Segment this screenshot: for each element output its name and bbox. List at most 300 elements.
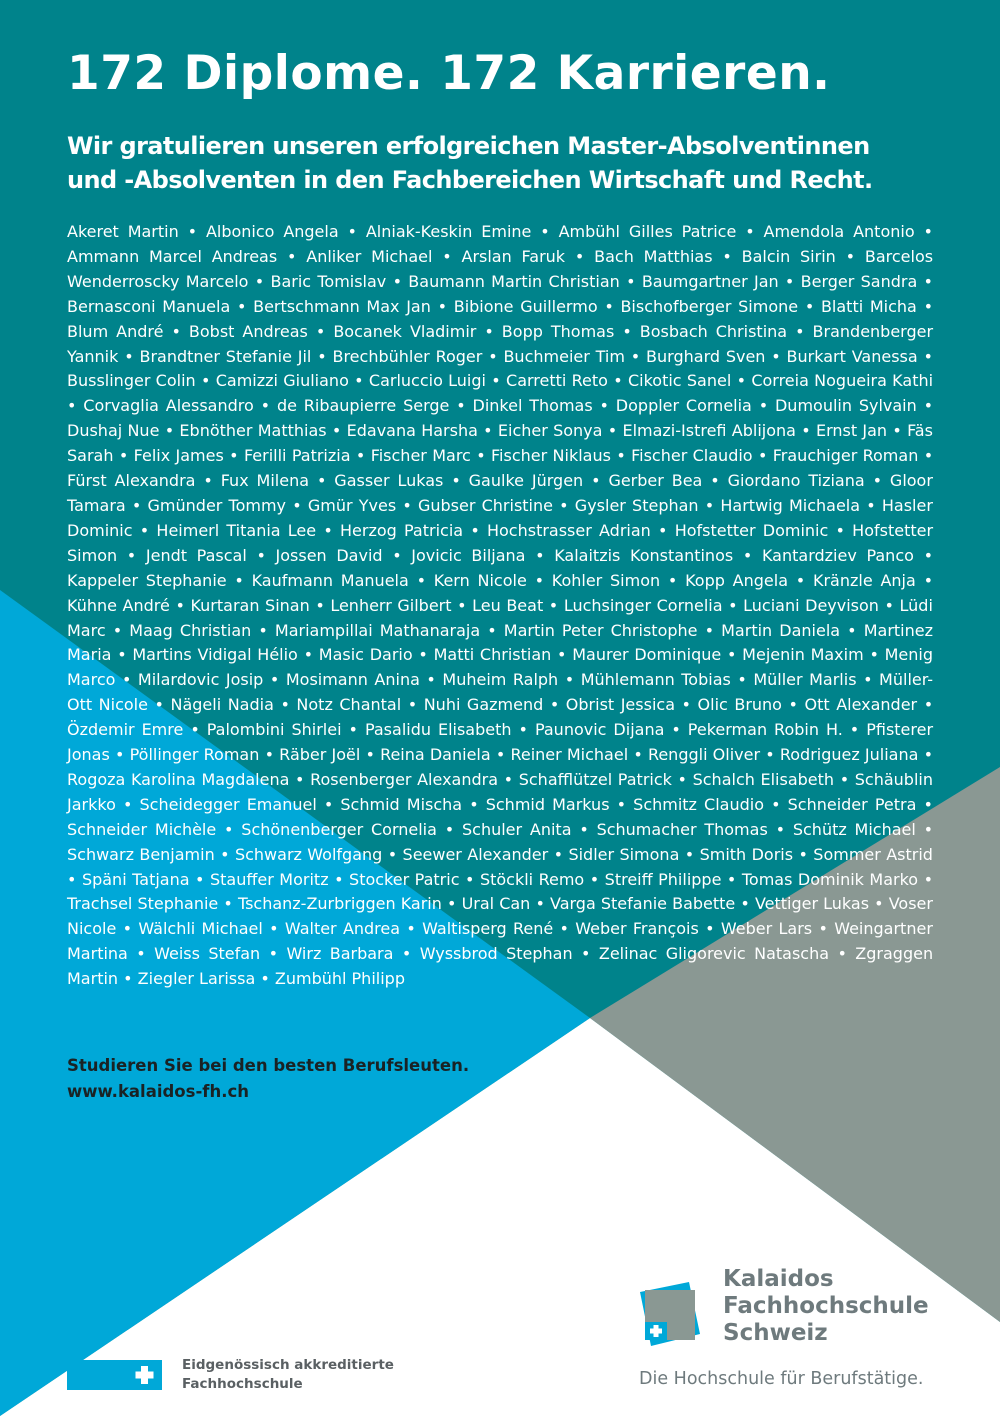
name-separator: • [607,421,618,441]
graduate-name: Müller Marlis [753,670,857,690]
name-separator: • [818,919,828,939]
graduate-name: Ziegler Larissa [137,969,256,989]
name-separator: • [923,271,933,291]
graduate-name: Fischer Claudio [631,446,753,466]
name-separator: • [839,769,850,789]
logo-tagline: Die Hochschule für Berufstätige. [639,1369,924,1389]
graduate-name: Kohler Simon [551,570,661,590]
graduate-name: Alniak-Keskin Emine [365,222,532,241]
graduate-name: Luchsinger Cornelia [563,595,723,615]
name-separator: • [229,446,239,466]
graduate-name: Martins Vidigal Hélio [132,645,298,665]
name-separator: • [465,869,475,889]
graduate-name: Fux Milena [220,471,310,491]
name-separator: • [220,844,230,864]
name-separator: • [923,545,933,565]
name-separator: • [190,720,200,740]
graduate-name: Kantardziev Panco [761,545,914,565]
name-separator: • [495,745,506,765]
graduate-name: Tschanz-Zurbriggen Karin [237,894,442,914]
kalaidos-logo [630,1266,970,1396]
name-separator: • [745,222,755,241]
name-separator: • [548,595,559,615]
name-separator: • [599,396,609,416]
name-separator: • [315,321,326,341]
graduate-name: Bach Matthias [594,246,713,266]
name-separator: • [923,346,933,366]
accreditation-text [182,1356,394,1394]
name-separator: • [684,844,695,864]
name-separator: • [737,670,747,690]
graduate-name: Baumann Martin Christian [408,271,620,291]
subheadline-line-1: Wir gratulieren unseren erfolgreichen Master-Absolventinnen [67,132,870,160]
name-separator: • [616,794,627,814]
name-separator: • [476,446,486,466]
name-separator: • [740,894,750,914]
graduate-name: Menig Marco [67,645,934,690]
graduate-name: Bosbach Christina [639,321,788,341]
name-separator: • [122,794,133,814]
name-separator: • [589,869,600,889]
graduate-name: Balcin Sirin [741,246,836,266]
graduate-name: Zgraggen Martin [67,944,934,989]
graduate-name: Tomas Dominik Marko [741,869,919,889]
graduate-name: Schütz Michael [792,819,916,839]
name-separator: • [347,222,357,241]
graduate-name: Schwarz Wolfgang [234,844,383,864]
graduate-name: Cikotic Sanel [627,371,732,391]
name-separator: • [287,246,297,266]
name-separator: • [613,371,623,391]
graduate-name: Rodriguez Juliana [779,745,919,765]
name-separator: • [630,346,641,366]
swiss-cross-icon [127,1360,167,1390]
name-separator: • [469,794,479,814]
name-separator: • [863,670,873,690]
name-separator: • [923,296,934,316]
graduate-name: Mejenin Maxim [742,645,864,665]
graduate-name: Bibione Guillermo [453,296,598,316]
name-separator: • [171,321,181,341]
graduate-name: Vettiger Lukas [754,894,870,914]
graduate-name: de Ribaupierre Serge [276,396,450,416]
name-separator: • [224,819,234,839]
graduate-name: Wyssbrod Stephan [419,944,573,964]
graduate-name: Ambühl Gilles Patrice [558,222,737,241]
name-separator: • [626,271,636,291]
headline: 172 Diplome. 172 Karrieren. [67,46,831,101]
name-separator: • [604,296,614,316]
name-separator: • [795,321,805,341]
graduate-name: Burghard Sven [646,346,766,366]
graduate-name: Kurtaran Sinan [190,595,310,615]
accreditation-line-1: Eidgenössisch akkreditierte [182,1357,394,1373]
graduate-name: Brandtner Stefanie Jil [139,346,312,366]
name-separator: • [710,471,720,491]
name-separator: • [742,545,753,565]
graduate-name: Reina Daniela [380,745,491,765]
name-separator: • [788,695,798,715]
graduate-name: Schneider Petra [787,794,917,814]
graduate-name: Martin Peter Christophe [503,620,698,640]
graduate-name: Schmid Markus [485,794,610,814]
graduate-name: Gloor Tamara [67,471,933,515]
name-separator: • [681,695,691,715]
graduate-name: Pfisterer Jonas [67,720,934,765]
name-separator: • [704,495,715,515]
name-separator: • [223,894,233,914]
graduate-name: Brandenberger Yannik [67,321,934,366]
graduate-name: Eicher Sonya [497,421,603,441]
name-separator: • [136,944,146,964]
graduate-name: Correia Nogueira Kathi [751,371,934,391]
name-separator: • [483,421,493,441]
logo-wordmark [723,1266,929,1347]
name-separator: • [236,296,247,316]
name-separator: • [164,421,175,441]
graduate-name: Carretti Reto [506,371,608,391]
accreditation-line-2: Fachhochschule [182,1376,303,1392]
name-separator: • [154,695,164,715]
name-separator: • [726,645,737,665]
name-separator: • [260,969,270,989]
name-separator: • [553,844,564,864]
name-separator: • [804,296,815,316]
graduate-name: Stocker Patric [349,869,460,889]
graduate-name: Baric Tomislav [270,271,387,291]
graduate-name: Mühlemann Tobias [580,670,731,690]
graduate-name: Voser Nicole [67,894,933,939]
graduate-name: Fäs Sarah [67,421,933,466]
name-separator: • [457,595,467,615]
graduate-name: Buchmeier Tim [503,346,625,366]
graduate-name: Felix James [133,446,224,466]
name-separator: • [671,720,681,740]
name-separator: • [407,695,418,715]
name-separator: • [540,222,550,241]
graduate-name: Ernst Jan [815,421,888,441]
name-separator: • [845,246,856,266]
graduate-name: Özdemir Emre [67,720,184,740]
name-separator: • [354,371,364,391]
graduate-name: Bobst Andreas [188,321,308,341]
name-separator: • [442,246,452,266]
name-separator: • [200,371,211,391]
name-separator: • [416,570,426,590]
graduate-name-list [67,220,933,992]
name-separator: • [923,396,934,416]
name-separator: • [126,545,137,565]
graduate-name: Wälchli Michael [138,919,263,939]
name-separator: • [757,446,768,466]
graduate-name: Fischer Marc [370,446,471,466]
name-separator: • [316,471,327,491]
name-separator: • [112,620,123,640]
kalaidos-logo-mark-icon [632,1282,702,1350]
graduate-name: Matti Christian [433,645,552,665]
name-separator: • [487,620,497,640]
name-separator: • [484,321,494,341]
name-separator: • [401,944,412,964]
graduate-name: Maag Christian [129,620,252,640]
name-separator: • [923,570,933,590]
graduate-name: Räber Joël [279,745,361,765]
name-separator: • [348,720,358,740]
name-separator: • [406,919,416,939]
name-separator: • [549,695,560,715]
website-link[interactable]: www.kalaidos-fh.ch [67,1082,250,1101]
name-separator: • [365,745,375,765]
graduate-name: Kalaitzis Konstantinos [554,545,734,565]
name-separator: • [923,745,934,765]
graduate-name: Edavana Harsha [346,421,478,441]
graduate-name: Carluccio Luigi [368,371,486,391]
graduate-name: Gubser Christine [417,495,553,515]
graduate-name: Nuhi Gazmend [423,695,544,715]
name-separator: • [323,520,333,540]
name-separator: • [923,446,934,466]
graduate-name: Dushaj Nue [67,421,160,441]
name-separator: • [923,222,933,241]
graduate-name: Nägeli Nadia [170,695,274,715]
graduate-name: Späni Tatjana [81,869,190,889]
name-separator: • [323,794,334,814]
subheadline [67,129,947,197]
graduate-name: Schalch Elisabeth [692,769,835,789]
graduate-name: Scheidegger Emanuel [139,794,317,814]
graduate-name: Notz Chantal [296,695,402,715]
graduate-name: Fürst Alexandra [67,471,196,491]
name-separator: • [775,819,786,839]
graduate-name: Stauffer Moritz [209,869,329,889]
graduate-name: Walter Andrea [284,919,401,939]
graduate-name: Schönenberger Cornelia [241,819,437,839]
name-separator: • [254,271,265,291]
graduate-name: Burkart Vanessa [786,346,918,366]
graduate-name: Hartwig Michaela [720,495,861,515]
name-separator: • [122,919,133,939]
name-separator: • [451,471,461,491]
name-separator: • [559,919,569,939]
name-separator: • [771,346,781,366]
name-separator: • [705,919,715,939]
name-separator: • [728,595,738,615]
graduate-name: Giordano Tiziana [727,471,865,491]
graduate-name: Baumgartner Jan [641,271,779,291]
graduate-name: Schmitz Claudio [633,794,764,814]
graduate-name: Kaufmann Manuela [251,570,409,590]
graduate-name: Gaulke Jürgen [468,471,584,491]
graduate-name: Trachsel Stephanie [67,894,219,914]
graduate-name: Hochstrasser Adrian [486,520,651,540]
name-separator: • [187,222,198,241]
graduate-name: Kränzle Anja [812,570,916,590]
graduate-name: Rosenberger Alexandra [310,769,499,789]
graduate-name: Lenherr Gilbert [330,595,452,615]
graduate-name: Ural Can [461,894,531,914]
graduate-name: Gmünder Tommy [147,495,287,515]
name-separator: • [591,471,601,491]
name-separator: • [564,670,575,690]
name-separator: • [295,769,305,789]
name-separator: • [633,745,643,765]
graduate-name: Hofstetter Dominic [674,520,829,540]
name-separator: • [418,645,428,665]
name-separator: • [117,645,127,665]
graduate-name: Schuler Anita [461,819,572,839]
graduate-name: Akeret Martin [67,222,179,241]
accreditation-badge [67,1357,394,1394]
graduate-name: Lüdi Marc [67,595,933,640]
graduate-name: Dinkel Thomas [472,396,593,416]
graduate-name: Smith Doris [699,844,794,864]
graduate-name: Schmid Mischa [340,794,463,814]
name-separator: • [303,645,314,665]
name-separator: • [114,745,125,765]
name-separator: • [139,520,150,540]
graduate-name: Jendt Pascal [145,545,247,565]
name-separator: • [268,944,279,964]
name-separator: • [260,396,271,416]
graduate-name: Jovicic Biljana [411,545,526,565]
graduate-name: Weber Lars [720,919,813,939]
name-separator: • [534,570,544,590]
graduate-name: Schäublin Jarkko [67,769,933,814]
name-separator: • [124,346,134,366]
name-separator: • [837,944,847,964]
name-separator: • [392,545,402,565]
graduate-name: Obrist Jessica [565,695,675,715]
graduate-name: Leu Beat [472,595,544,615]
name-separator: • [658,520,668,540]
name-separator: • [503,769,514,789]
graduate-name: Gysler Stephan [574,495,699,515]
name-separator: • [892,421,902,441]
name-separator: • [884,595,894,615]
name-separator: • [726,869,737,889]
name-separator: • [923,819,934,839]
name-separator: • [847,620,857,640]
name-separator: • [849,720,860,740]
graduate-name: Anliker Michael [306,246,433,266]
name-separator: • [67,869,77,889]
graduate-name: Weber François [575,919,699,939]
name-separator: • [269,919,279,939]
logo-line-3: Schweiz [723,1320,828,1346]
graduate-name: Pöllinger Roman [129,745,260,765]
graduate-name: Brechbühler Roger [332,346,483,366]
graduate-name: Dumoulin Sylvain [774,396,917,416]
graduate-name: Paunovic Dijana [534,720,665,740]
name-separator: • [869,645,879,665]
graduate-name: Frauchiger Roman [772,446,919,466]
name-separator: • [292,495,302,515]
name-separator: • [616,446,626,466]
graduate-name: Wirz Barbara [286,944,394,964]
graduate-name: Rogoza Karolina Magdalena [67,769,290,789]
graduate-name: Busslinger Colin [67,371,196,391]
name-separator: • [402,495,412,515]
graduate-name: Barcelos Wenderroscky Marcelo [67,246,934,291]
name-separator: • [355,446,366,466]
name-separator: • [559,495,569,515]
graduate-name: Bertschmann Max Jan [253,296,431,316]
name-separator: • [387,844,398,864]
logo-line-2: Fachhochschule [723,1293,929,1319]
name-separator: • [175,595,185,615]
name-separator: • [574,246,585,266]
name-separator: • [765,745,775,765]
name-separator: • [872,471,883,491]
name-separator: • [622,321,632,341]
name-separator: • [518,720,528,740]
name-separator: • [426,670,436,690]
name-separator: • [256,545,266,565]
graduate-name: Amendola Antonio [763,222,915,241]
graduate-name: Pekerman Robin H. [687,720,843,740]
graduate-name: Bopp Thomas [501,321,615,341]
graduate-name: Bocanek Vladimir [333,321,477,341]
graduate-name: Renggli Oliver [647,745,761,765]
graduate-name: Berger Sandra [800,271,918,291]
name-separator: • [771,794,781,814]
graduate-name: Mosimann Anina [285,670,420,690]
graduate-name: Ferilli Patrizia [243,446,351,466]
graduate-name: Weingartner Martina [67,919,933,964]
graduate-name: Schneider Michèle [67,819,217,839]
name-separator: • [258,620,268,640]
graduate-name: Gerber Bea [608,471,703,491]
name-separator: • [315,595,325,615]
name-separator: • [317,346,327,366]
name-separator: • [798,844,808,864]
graduate-name: Albonico Angela [205,222,339,241]
graduate-name: Bischofberger Simone [620,296,799,316]
name-separator: • [195,869,205,889]
name-separator: • [795,570,806,590]
name-separator: • [866,495,876,515]
graduate-name: Stöckli Remo [479,869,585,889]
name-separator: • [470,520,480,540]
name-separator: • [67,396,77,416]
name-separator: • [923,695,934,715]
logo-line-1: Kalaidos [723,1266,834,1292]
graduate-name: Herzog Patricia [340,520,464,540]
graduate-name: Hasler Dominic [67,495,933,540]
graduate-name: Ott Alexander [804,695,918,715]
name-separator: • [667,570,678,590]
name-separator: • [121,670,132,690]
graduate-name: Doppler Cornelia [615,396,752,416]
name-separator: • [234,570,244,590]
graduate-name: Palombini Shirlei [206,720,342,740]
call-to-action [67,1053,469,1105]
graduate-name: Olic Bruno [697,695,782,715]
graduate-name: Martinez Maria [67,620,933,665]
name-separator: • [704,620,715,640]
graduate-name: Kopp Angela [685,570,789,590]
subheadline-line-2: und -Absolventen in den Fachbereichen Wirtschaft und Recht. [67,166,873,194]
graduate-name: Corvaglia Alessandro [83,396,254,416]
name-separator: • [801,421,811,441]
name-separator: • [203,471,213,491]
graduate-name: Milardovic Josip [137,670,264,690]
name-separator: • [835,520,845,540]
name-separator: • [334,869,344,889]
graduate-name: Muheim Ralph [442,670,559,690]
name-separator: • [677,769,687,789]
graduate-name: Elmazi-Istrefi Ablijona [622,421,796,441]
